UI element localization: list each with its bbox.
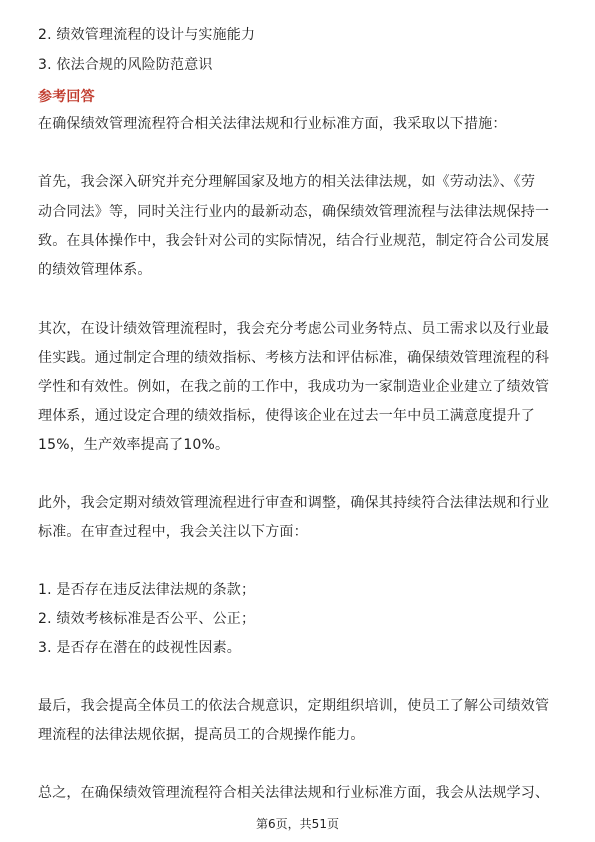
intro-list-item: 3. 依法合规的风险防范意识 xyxy=(38,57,213,73)
paragraph-4-line: 理流程的法律法规依据，提高员工的合规操作能力。 xyxy=(38,727,365,743)
paragraph-2-line: 15%，生产效率提高了10%。 xyxy=(38,437,230,453)
paragraph-3-line: 标准。在审查过程中，我会关注以下方面： xyxy=(38,524,308,540)
paragraph-5-line: 总之，在确保绩效管理流程符合相关法律法规和行业标准方面，我会从法规学习、 xyxy=(38,785,550,801)
paragraph-4-line: 最后，我会提高全体员工的依法合规意识，定期组织培训，使员工了解公司绩效管 xyxy=(38,698,550,714)
paragraph-1-line: 首先，我会深入研究并充分理解国家及地方的相关法律法规，如《劳动法》、《劳 xyxy=(38,174,536,190)
paragraph-3-line: 此外，我会定期对绩效管理流程进行审查和调整，确保其持续符合法律法规和行业 xyxy=(38,495,550,511)
paragraph-1-line: 动合同法》等，同时关注行业内的最新动态，确保绩效管理流程与法律法规保持一 xyxy=(38,204,550,220)
page-footer: 第6页，共51页 xyxy=(256,817,339,831)
review-list-item: 1. 是否存在违反法律法规的条款； xyxy=(38,582,256,598)
paragraph-2-line: 学性和有效性。例如，在我之前的工作中，我成功为一家制造业企业建立了绩效管 xyxy=(38,379,550,395)
answer-heading: 参考回答 xyxy=(38,89,95,105)
paragraph-1-line: 致。在具体操作中，我会针对公司的实际情况，结合行业规范，制定符合公司发展 xyxy=(38,233,550,249)
paragraph-2-line: 佳实践。通过制定合理的绩效指标、考核方法和评估标准，确保绩效管理流程的科 xyxy=(38,350,550,366)
review-list-item: 3. 是否存在潜在的歧视性因素。 xyxy=(38,640,242,656)
intro-list-item: 2. 绩效管理流程的设计与实施能力 xyxy=(38,27,256,43)
lead-paragraph: 在确保绩效管理流程符合相关法律法规和行业标准方面，我采取以下措施： xyxy=(38,116,507,132)
paragraph-2-line: 理体系，通过设定合理的绩效指标，使得该企业在过去一年中员工满意度提升了 xyxy=(38,408,535,424)
paragraph-1-line: 的绩效管理体系。 xyxy=(38,262,152,278)
review-list-item: 2. 绩效考核标准是否公平、公正； xyxy=(38,611,256,627)
paragraph-2-line: 其次，在设计绩效管理流程时，我会充分考虑公司业务特点、员工需求以及行业最 xyxy=(38,321,550,337)
